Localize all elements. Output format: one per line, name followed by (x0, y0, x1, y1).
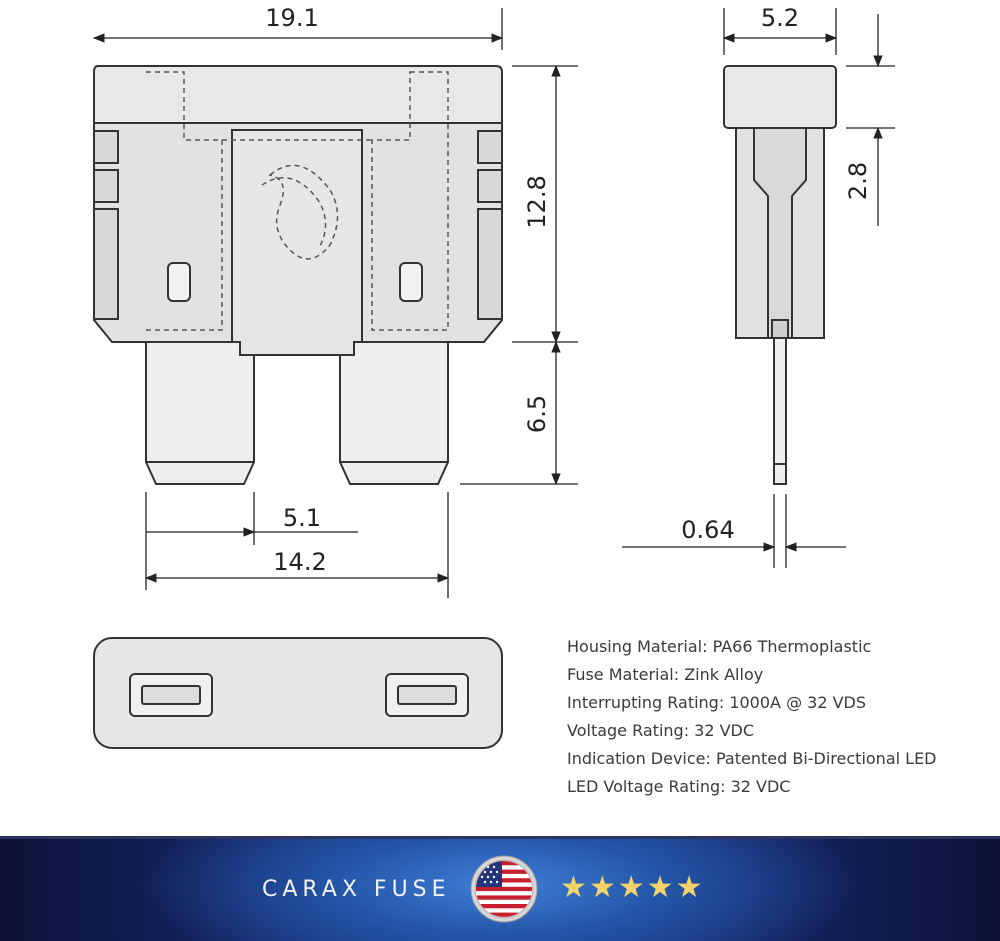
dim-side-head: 2.8 (844, 161, 872, 201)
fuse-side-view (724, 66, 836, 484)
dim-blade-thickness: 0.64 (681, 516, 735, 544)
rating-stars: ★★★★★ (560, 870, 705, 905)
dim-blade-length: 6.5 (523, 394, 551, 434)
us-flag-icon (470, 855, 538, 923)
dim-side-width: 5.2 (760, 4, 800, 32)
spec-fuse-material: Fuse Material: Zink Alloy (567, 665, 764, 684)
brand-name: CARAX FUSE (262, 877, 451, 902)
spec-voltage-rating: Voltage Rating: 32 VDC (567, 721, 755, 740)
dim-width-top: 19.1 (265, 4, 319, 32)
dim-blade-span: 14.2 (273, 548, 327, 576)
fuse-bottom-view (94, 638, 502, 748)
spec-interrupting-rating: Interrupting Rating: 1000A @ 32 VDS (567, 693, 867, 712)
dim-body-height: 12.8 (523, 175, 551, 229)
brand-banner (0, 836, 1000, 941)
spec-housing-material: Housing Material: PA66 Thermoplastic (567, 637, 872, 656)
fuse-front-view (94, 66, 502, 484)
spec-led-voltage-rating: LED Voltage Rating: 32 VDC (567, 777, 791, 796)
dim-blade-width: 5.1 (282, 504, 322, 532)
spec-list (567, 633, 937, 801)
spec-indication-device: Indication Device: Patented Bi-Directional LED (567, 749, 937, 768)
